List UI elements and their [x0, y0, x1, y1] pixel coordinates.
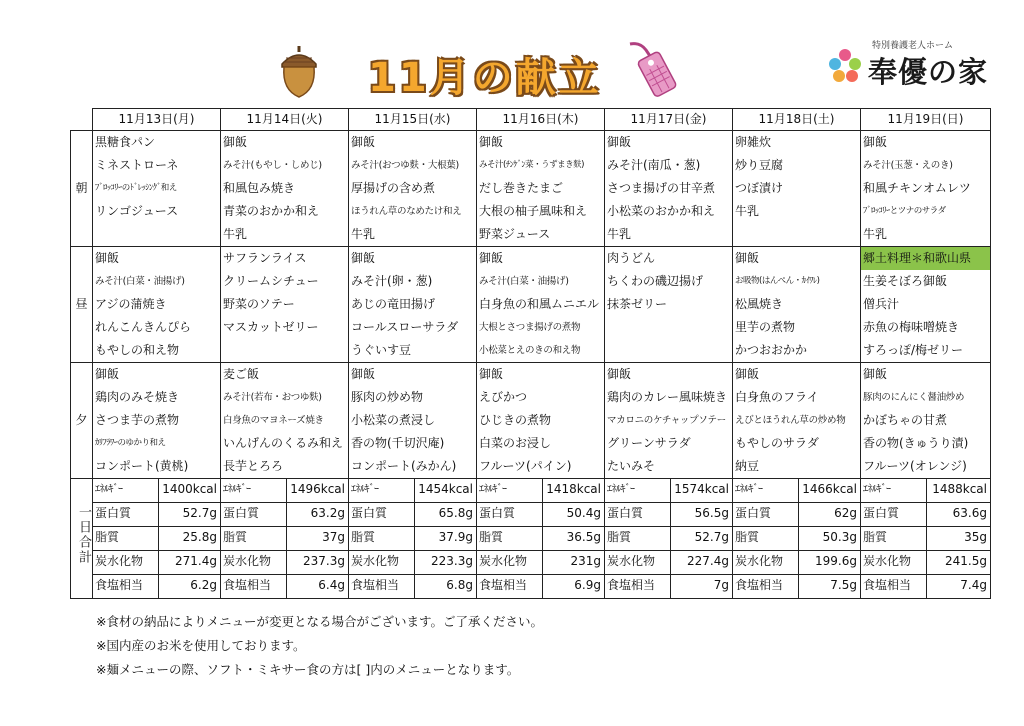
menu-item: サフランライス — [221, 247, 349, 271]
menu-item: 牛乳 — [221, 223, 349, 247]
menu-item: えびかつ — [477, 386, 605, 409]
breakfast-row — [71, 223, 991, 247]
menu-item: クリームシチュー — [221, 270, 349, 293]
date-header: 11月13日(月) — [93, 109, 221, 131]
nutrition-cell — [477, 503, 605, 527]
menu-item: みそ汁(玉葱・えのき) — [861, 154, 991, 177]
nutrient-label: 炭水化物 — [349, 551, 415, 574]
nutrition-pair — [93, 551, 220, 574]
menu-item — [605, 316, 733, 339]
nutrition-row — [71, 503, 991, 527]
flower-logo-icon — [826, 46, 864, 86]
date-header: 11月17日(金) — [605, 109, 733, 131]
nutrition-row — [71, 479, 991, 503]
nutrition-section — [71, 479, 991, 599]
nutrient-value: 231g — [570, 554, 601, 568]
menu-item: 御飯 — [861, 131, 991, 155]
menu-item: 豚肉のにんにく醤油炒め — [861, 386, 991, 409]
menu-item: ひじきの煮物 — [477, 409, 605, 432]
menu-item: 麦ご飯 — [221, 363, 349, 387]
nutrition-cell — [221, 527, 349, 551]
nutrient-label: 食塩相当 — [477, 575, 543, 598]
menu-item: だし巻きたまご — [477, 177, 605, 200]
nutrition-pair — [93, 479, 220, 502]
nutrition-pair — [605, 551, 732, 574]
lunch-section — [71, 247, 991, 363]
menu-item: いんげんのくるみ和え — [221, 432, 349, 455]
menu-item: さつま揚げの甘辛煮 — [605, 177, 733, 200]
breakfast-section — [71, 131, 991, 247]
nutrient-value: 37g — [322, 530, 345, 544]
nutrition-pair — [733, 479, 860, 502]
nutrition-cell — [733, 551, 861, 575]
menu-item: 和風包み焼き — [221, 177, 349, 200]
nutrition-row — [71, 575, 991, 599]
nutrition-cell — [605, 551, 733, 575]
menu-item: 郷土料理＊和歌山県 — [861, 247, 991, 271]
menu-item: 香の物(千切沢庵) — [349, 432, 477, 455]
nutrient-value: 241.5g — [945, 554, 987, 568]
nutrient-label: 蛋白質 — [477, 503, 543, 526]
menu-item: お吸物(はんぺん・ｶｲﾜﾚ) — [733, 270, 861, 293]
nutrient-value: 1574kcal — [674, 482, 729, 496]
menu-item: 赤魚の梅味噌焼き — [861, 316, 991, 339]
nutrient-label: 食塩相当 — [93, 575, 159, 598]
nutrient-label: 蛋白質 — [733, 503, 799, 526]
date-header: 11月16日(木) — [477, 109, 605, 131]
nutrition-pair — [93, 575, 220, 598]
nutrient-label: 炭水化物 — [733, 551, 799, 574]
nutrition-pair — [861, 551, 990, 574]
menu-item: 牛乳 — [861, 223, 991, 247]
menu-item: もやしの和え物 — [93, 339, 221, 363]
menu-item: みそ汁(卵・葱) — [349, 270, 477, 293]
nutrition-pair — [221, 575, 348, 598]
menu-item: ほうれん草のなめたけ和え — [349, 200, 477, 223]
nutrition-pair — [733, 503, 860, 526]
nutrition-cell — [733, 479, 861, 503]
menu-item: みそ汁(おつゆ麩・大根葉) — [349, 154, 477, 177]
nutrient-value: 6.8g — [446, 578, 473, 592]
menu-item: 野菜ジュース — [477, 223, 605, 247]
nutrient-value: 65.8g — [438, 506, 473, 520]
tag-icon — [628, 40, 678, 98]
menu-item: 長芋とろろ — [221, 455, 349, 479]
menu-item: みそ汁(南瓜・葱) — [605, 154, 733, 177]
menu-item: ちくわの磯辺揚げ — [605, 270, 733, 293]
menu-item: ミネストローネ — [93, 154, 221, 177]
nutrition-pair — [605, 479, 732, 502]
nutrient-label: ｴﾈﾙｷﾞｰ — [221, 479, 287, 502]
nutrition-cell — [349, 503, 477, 527]
nutrient-label: 食塩相当 — [605, 575, 671, 598]
menu-item: みそ汁(ﾁﾝｹﾞﾝ菜・うずまき麩) — [477, 154, 605, 177]
menu-item: かつおおかか — [733, 339, 861, 363]
menu-item: 白菜のお浸し — [477, 432, 605, 455]
nutrition-pair — [861, 527, 990, 550]
breakfast-row — [71, 154, 991, 177]
nutrient-label: 食塩相当 — [733, 575, 799, 598]
menu-item: グリーンサラダ — [605, 432, 733, 455]
breakfast-row — [71, 131, 991, 155]
nutrition-cell — [93, 575, 221, 599]
nutrient-label: 炭水化物 — [221, 551, 287, 574]
acorn-icon — [272, 42, 326, 100]
dinner-row — [71, 363, 991, 387]
menu-item: 里芋の煮物 — [733, 316, 861, 339]
nutrition-pair — [733, 527, 860, 550]
menu-item: 黒糖食パン — [93, 131, 221, 155]
menu-item: すろっぽ/梅ゼリー — [861, 339, 991, 363]
menu-item: 香の物(きゅうり漬) — [861, 432, 991, 455]
nutrition-cell — [861, 479, 991, 503]
dinner-row — [71, 455, 991, 479]
nutrient-value: 6.4g — [318, 578, 345, 592]
menu-item: 御飯 — [605, 131, 733, 155]
menu-item: アジの蒲焼き — [93, 293, 221, 316]
dinner-row — [71, 432, 991, 455]
nutrition-cell — [861, 551, 991, 575]
nutrition-cell — [861, 527, 991, 551]
nutrition-cell — [221, 503, 349, 527]
menu-item: 鶏肉のみそ焼き — [93, 386, 221, 409]
page-header — [0, 0, 1024, 108]
nutrient-label: ｴﾈﾙｷﾞｰ — [349, 479, 415, 502]
notes — [96, 610, 543, 682]
nutrition-cell — [733, 503, 861, 527]
nutrient-value: 25.8g — [182, 530, 217, 544]
nutrient-value: 271.4g — [175, 554, 217, 568]
menu-item: 御飯 — [477, 247, 605, 271]
menu-item: かぼちゃの甘煮 — [861, 409, 991, 432]
menu-item: 卵雑炊 — [733, 131, 861, 155]
nutrient-value: 63.2g — [310, 506, 345, 520]
nutrient-value: 56.5g — [694, 506, 729, 520]
nutrition-cell — [605, 575, 733, 599]
nutrient-label: 食塩相当 — [349, 575, 415, 598]
nutrition-cell — [477, 575, 605, 599]
menu-item: みそ汁(若布・おつゆ麩) — [221, 386, 349, 409]
menu-item: 大根の柚子風味和え — [477, 200, 605, 223]
nutrient-label: 蛋白質 — [605, 503, 671, 526]
nutrient-label: 脂質 — [861, 527, 927, 550]
nutrient-value: 1400kcal — [162, 482, 217, 496]
dinner-row — [71, 409, 991, 432]
menu-item: さつま芋の煮物 — [93, 409, 221, 432]
menu-item: ｶﾘﾌﾗﾜｰのゆかり和え — [93, 432, 221, 455]
menu-item: マスカットゼリー — [221, 316, 349, 339]
lunch-row — [71, 270, 991, 293]
nutrient-value: 227.4g — [687, 554, 729, 568]
daily-total-text: 一日合計 — [76, 505, 91, 565]
menu-item: もやしのサラダ — [733, 432, 861, 455]
menu-item: フルーツ(オレンジ) — [861, 455, 991, 479]
page-title: 11月の献立 — [368, 55, 602, 101]
nutrient-value: 237.3g — [303, 554, 345, 568]
nutrient-value: 63.6g — [952, 506, 987, 520]
nutrient-value: 223.3g — [431, 554, 473, 568]
home-logo — [826, 38, 996, 94]
nutrient-value: 7.5g — [830, 578, 857, 592]
menu-item: 納豆 — [733, 455, 861, 479]
nutrient-label: ｴﾈﾙｷﾞｰ — [733, 479, 799, 502]
nutrition-cell — [221, 575, 349, 599]
menu-item: 御飯 — [605, 363, 733, 387]
date-header: 11月14日(火) — [221, 109, 349, 131]
nutrition-pair — [349, 527, 476, 550]
menu-item: 御飯 — [349, 131, 477, 155]
nutrition-cell — [349, 479, 477, 503]
nutrition-row — [71, 527, 991, 551]
daily-total-label — [71, 479, 93, 599]
date-header: 11月18日(土) — [733, 109, 861, 131]
nutrition-pair — [93, 503, 220, 526]
nutrient-label: 脂質 — [605, 527, 671, 550]
menu-item: 大根とさつま揚げの煮物 — [477, 316, 605, 339]
nutrient-value: 36.5g — [566, 530, 601, 544]
menu-item: 僧兵汁 — [861, 293, 991, 316]
lunch-row — [71, 316, 991, 339]
menu-item: 白身魚のマヨネーズ焼き — [221, 409, 349, 432]
nutrient-label: 炭水化物 — [93, 551, 159, 574]
menu-item: 御飯 — [221, 131, 349, 155]
menu-item: 牛乳 — [605, 223, 733, 247]
menu-item: 青菜のおかか和え — [221, 200, 349, 223]
menu-item: 御飯 — [861, 363, 991, 387]
nutrient-label: 脂質 — [477, 527, 543, 550]
nutrition-cell — [93, 479, 221, 503]
menu-item: 御飯 — [349, 363, 477, 387]
nutrition-cell — [349, 527, 477, 551]
corner-cell — [71, 109, 93, 131]
nutrient-label: 脂質 — [221, 527, 287, 550]
lunch-row — [71, 247, 991, 271]
nutrient-label: ｴﾈﾙｷﾞｰ — [477, 479, 543, 502]
nutrition-cell — [477, 479, 605, 503]
nutrition-cell — [605, 527, 733, 551]
nutrient-label: 脂質 — [349, 527, 415, 550]
menu-item: 白身魚の和風ムニエル — [477, 293, 605, 316]
note-line: ※食材の納品によりメニューが変更となる場合がございます。ご了承ください。 — [96, 614, 543, 629]
menu-item: 抹茶ゼリー — [605, 293, 733, 316]
nutrition-cell — [349, 575, 477, 599]
menu-item: ﾌﾞﾛｯｺﾘｰのﾄﾞﾚｯｼﾝｸﾞ和え — [93, 177, 221, 200]
nutrient-value: 7.4g — [960, 578, 987, 592]
nutrition-cell — [605, 503, 733, 527]
nutrient-value: 1418kcal — [546, 482, 601, 496]
menu-item: コンポート(黄桃) — [93, 455, 221, 479]
menu-item: みそ汁(もやし・しめじ) — [221, 154, 349, 177]
nutrition-pair — [221, 527, 348, 550]
nutrition-pair — [349, 503, 476, 526]
dinner-section — [71, 363, 991, 479]
nutrient-label: 脂質 — [733, 527, 799, 550]
note-line: ※国内産のお米を使用しております。 — [96, 638, 306, 653]
menu-item: 野菜のソテー — [221, 293, 349, 316]
nutrient-value: 1466kcal — [802, 482, 857, 496]
nutrition-pair — [349, 551, 476, 574]
menu-item: 牛乳 — [733, 200, 861, 223]
nutrition-cell — [861, 503, 991, 527]
nutrition-cell — [477, 527, 605, 551]
nutrient-value: 1488kcal — [932, 482, 987, 496]
logo-subtitle: 特別養護老人ホーム — [872, 41, 954, 51]
nutrient-value: 199.6g — [815, 554, 857, 568]
nutrition-pair — [861, 575, 990, 598]
logo-name: 奉優の家 — [868, 55, 989, 89]
nutrition-pair — [477, 503, 604, 526]
dinner-row — [71, 386, 991, 409]
menu-item: 松風焼き — [733, 293, 861, 316]
nutrition-cell — [93, 551, 221, 575]
nutrient-value: 35g — [964, 530, 987, 544]
nutrient-value: 50.3g — [822, 530, 857, 544]
nutrition-pair — [605, 575, 732, 598]
nutrient-label: ｴﾈﾙｷﾞｰ — [861, 479, 927, 502]
dinner-label: 夕 — [71, 363, 93, 479]
nutrient-value: 37.9g — [438, 530, 473, 544]
menu-item: 御飯 — [477, 363, 605, 387]
menu-item: リンゴジュース — [93, 200, 221, 223]
nutrition-pair — [349, 575, 476, 598]
nutrient-label: 食塩相当 — [861, 575, 927, 598]
menu-item: フルーツ(パイン) — [477, 455, 605, 479]
note-line: ※麺メニューの際、ソフト・ミキサー食の方は[ ]内のメニューとなります。 — [96, 662, 520, 677]
nutrient-label: 蛋白質 — [861, 503, 927, 526]
menu-item: 厚揚げの含め煮 — [349, 177, 477, 200]
nutrition-pair — [605, 503, 732, 526]
nutrient-label: 脂質 — [93, 527, 159, 550]
nutrient-label: 蛋白質 — [93, 503, 159, 526]
menu-item: えびとほうれん草の炒め物 — [733, 409, 861, 432]
nutrient-value: 6.9g — [574, 578, 601, 592]
nutrition-cell — [733, 575, 861, 599]
menu-item: 小松菜の煮浸し — [349, 409, 477, 432]
nutrition-pair — [221, 479, 348, 502]
nutrition-cell — [349, 551, 477, 575]
nutrient-label: ｴﾈﾙｷﾞｰ — [93, 479, 159, 502]
nutrition-cell — [221, 551, 349, 575]
menu-item: たいみそ — [605, 455, 733, 479]
nutrient-label: ｴﾈﾙｷﾞｰ — [605, 479, 671, 502]
nutrition-pair — [605, 527, 732, 550]
nutrient-value: 7g — [713, 578, 729, 592]
date-header-row — [71, 109, 991, 131]
menu-item: 御飯 — [733, 363, 861, 387]
menu-item: 御飯 — [349, 247, 477, 271]
menu-item: 小松菜とえのきの和え物 — [477, 339, 605, 363]
menu-item: あじの竜田揚げ — [349, 293, 477, 316]
menu-item: 御飯 — [93, 363, 221, 387]
nutrition-row — [71, 551, 991, 575]
date-header: 11月19日(日) — [861, 109, 991, 131]
date-header: 11月15日(水) — [349, 109, 477, 131]
nutrition-cell — [861, 575, 991, 599]
menu-item — [733, 223, 861, 247]
lunch-row — [71, 293, 991, 316]
nutrition-cell — [93, 527, 221, 551]
menu-item: れんこんきんぴら — [93, 316, 221, 339]
menu-table — [70, 108, 991, 599]
menu-item: 牛乳 — [349, 223, 477, 247]
nutrient-value: 6.2g — [190, 578, 217, 592]
nutrition-cell — [221, 479, 349, 503]
nutrient-label: 蛋白質 — [349, 503, 415, 526]
nutrition-cell — [93, 503, 221, 527]
nutrient-label: 炭水化物 — [605, 551, 671, 574]
menu-item: 御飯 — [477, 131, 605, 155]
menu-item: 炒り豆腐 — [733, 154, 861, 177]
menu-item: 豚肉の炒め物 — [349, 386, 477, 409]
nutrition-pair — [733, 551, 860, 574]
menu-item — [93, 223, 221, 247]
menu-item: 御飯 — [733, 247, 861, 271]
nutrition-pair — [861, 479, 990, 502]
nutrition-pair — [733, 575, 860, 598]
nutrient-label: 食塩相当 — [221, 575, 287, 598]
lunch-label: 昼 — [71, 247, 93, 363]
nutrition-cell — [733, 527, 861, 551]
menu-item — [605, 339, 733, 363]
menu-item: 小松菜のおかか和え — [605, 200, 733, 223]
nutrient-label: 蛋白質 — [221, 503, 287, 526]
breakfast-label: 朝 — [71, 131, 93, 247]
menu-item: コールスローサラダ — [349, 316, 477, 339]
nutrition-pair — [349, 479, 476, 502]
nutrition-pair — [477, 551, 604, 574]
menu-item: みそ汁(白菜・油揚げ) — [93, 270, 221, 293]
menu-item: みそ汁(白菜・油揚げ) — [477, 270, 605, 293]
nutrition-pair — [477, 527, 604, 550]
lunch-row — [71, 339, 991, 363]
nutrition-pair — [221, 551, 348, 574]
menu-item: 鶏肉のカレー風味焼き — [605, 386, 733, 409]
nutrient-label: 炭水化物 — [861, 551, 927, 574]
menu-item — [221, 339, 349, 363]
menu-item: 白身魚のフライ — [733, 386, 861, 409]
nutrient-label: 炭水化物 — [477, 551, 543, 574]
nutrient-value: 62g — [834, 506, 857, 520]
nutrient-value: 52.7g — [694, 530, 729, 544]
breakfast-row — [71, 177, 991, 200]
menu-item: 和風チキンオムレツ — [861, 177, 991, 200]
menu-item: うぐいす豆 — [349, 339, 477, 363]
menu-item: ﾌﾞﾛｯｺﾘｰとツナのサラダ — [861, 200, 991, 223]
nutrient-value: 52.7g — [182, 506, 217, 520]
nutrient-value: 50.4g — [566, 506, 601, 520]
nutrition-cell — [477, 551, 605, 575]
nutrient-value: 1496kcal — [290, 482, 345, 496]
nutrition-cell — [605, 479, 733, 503]
menu-item: マカロニのケチャップソテー — [605, 409, 733, 432]
breakfast-row — [71, 200, 991, 223]
menu-item: 生姜そぼろ御飯 — [861, 270, 991, 293]
nutrition-pair — [477, 479, 604, 502]
menu-item: 御飯 — [93, 247, 221, 271]
nutrition-pair — [221, 503, 348, 526]
nutrient-value: 1454kcal — [418, 482, 473, 496]
nutrition-pair — [861, 503, 990, 526]
menu-item: 肉うどん — [605, 247, 733, 271]
menu-item: コンポート(みかん) — [349, 455, 477, 479]
nutrition-pair — [93, 527, 220, 550]
menu-item: つぼ漬け — [733, 177, 861, 200]
nutrition-pair — [477, 575, 604, 598]
